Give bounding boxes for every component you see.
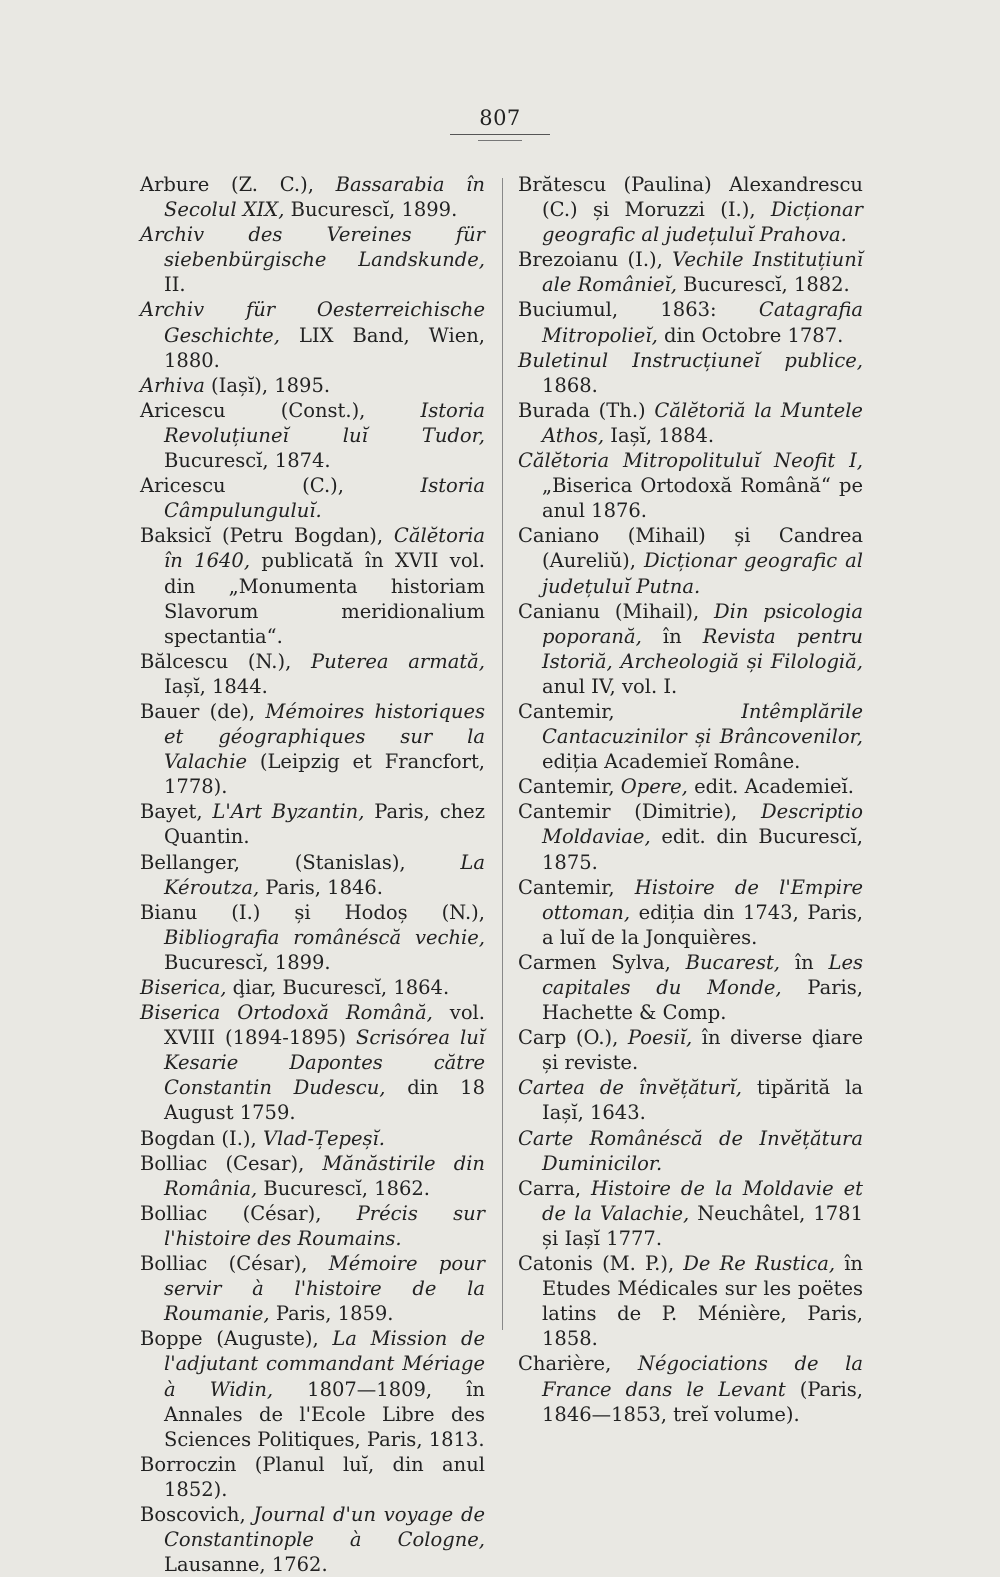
bibliography-entry bbox=[140, 649, 485, 699]
entry-title-italic: Buletinul Instrucțiuneĭ publice, bbox=[518, 348, 863, 372]
bibliography-entry bbox=[518, 1251, 863, 1351]
entry-text: Carra, bbox=[518, 1176, 592, 1200]
entry-text: din 18 August 1759. bbox=[164, 1076, 485, 1125]
entry-text: Bălcescu (N.), bbox=[140, 649, 312, 673]
entry-title-italic: Arhiva bbox=[140, 373, 205, 397]
entry-text: Bogdan (I.), bbox=[140, 1126, 263, 1150]
entry-title-italic: Istoria Revoluțiuneĭ luĭ Tudor, bbox=[164, 398, 485, 447]
entry-text: Iașĭ, 1844. bbox=[164, 674, 268, 698]
bibliography-entry bbox=[518, 247, 863, 297]
bibliography-entry bbox=[140, 975, 485, 1000]
entry-text: Bolliac (César), bbox=[140, 1201, 357, 1225]
entry-title-italic: Archiv für Oesterreichische Geschichte, bbox=[140, 298, 485, 347]
entry-title-italic: La Mission de l'adjutant commandant Mériage à Widin, bbox=[164, 1327, 486, 1401]
bibliography-entry bbox=[518, 398, 863, 448]
bibliography-entry bbox=[518, 297, 863, 347]
entry-text: în Etudes Médicales sur les poëtes latins de P. Ménière, Paris, 1858. bbox=[542, 1252, 863, 1351]
bibliography-entry bbox=[140, 1502, 485, 1577]
entry-text: Bayet, bbox=[140, 800, 213, 824]
entry-text: Brătescu (Paulina) Alexandrescu (C.) și Moruzzi (I.), bbox=[518, 173, 863, 222]
bibliography-entry bbox=[140, 1126, 485, 1151]
bibliography-entry bbox=[518, 774, 863, 799]
page-number: 807 bbox=[479, 106, 521, 130]
entry-title-italic: Revista pentru Istoriă, Archeologiă și Filologiă, bbox=[542, 624, 863, 673]
entry-text: ḑiar, Bucurescĭ, 1864. bbox=[226, 976, 450, 999]
bibliography-entry bbox=[140, 699, 485, 799]
entry-text: Bucurescĭ, 1874. bbox=[164, 449, 331, 473]
bibliography-entry bbox=[140, 1201, 485, 1251]
entry-text: (Leipzig et Francfort, 1778). bbox=[164, 750, 485, 799]
bibliography-entry bbox=[140, 222, 485, 297]
entry-title-italic: Bucarest, bbox=[685, 950, 780, 974]
entry-title-italic: L'Art Byzantin, bbox=[212, 800, 365, 824]
bibliography-entry bbox=[518, 348, 863, 398]
entry-text: Boppe (Auguste), bbox=[140, 1327, 333, 1351]
bibliography-entry bbox=[518, 1351, 863, 1426]
entry-text: 1807—1809, în Annales de l'Ecole Libre des Sciences Politiques, Paris, 1813. bbox=[164, 1377, 485, 1451]
bibliography-entry bbox=[518, 950, 863, 1025]
entry-text: edit. din Bucurescĭ, 1875. bbox=[542, 825, 863, 874]
entry-title-italic: Dicționar geografic al județuluĭ Prahova. bbox=[542, 198, 863, 247]
bibliography-entry bbox=[140, 1151, 485, 1201]
bibliography-entry bbox=[518, 523, 863, 598]
entry-text: „Biserica Ortodoxă Română“ pe anul 1876. bbox=[542, 474, 863, 523]
entry-text: Neuchâtel, 1781 și Iașĭ 1777. bbox=[542, 1201, 863, 1250]
entry-title-italic: Mémoires historiques et géographiques sur la Valachie bbox=[164, 699, 485, 774]
entry-text: Bucurescĭ, 1899. bbox=[284, 198, 458, 222]
entry-title-italic: Descriptio Moldaviae, bbox=[542, 800, 863, 849]
entry-text: Brezoianu (I.), bbox=[518, 248, 673, 272]
bibliography-entry bbox=[140, 398, 485, 473]
entry-title-italic: Précis sur l'histoire des Roumains. bbox=[164, 1201, 485, 1250]
entry-text: Bucurescĭ, 1882. bbox=[676, 273, 850, 297]
entry-title-italic: Biserica, bbox=[140, 976, 227, 999]
entry-text: Baksicĭ (Petru Bogdan), bbox=[140, 524, 394, 548]
entry-title-italic: Bassarabia în Secolul XIX, bbox=[164, 173, 485, 222]
entry-text: Charière, bbox=[518, 1352, 638, 1376]
bibliography-entry bbox=[140, 850, 485, 900]
bibliography-entry bbox=[518, 799, 863, 874]
bibliography-entry bbox=[518, 875, 863, 950]
page-number-rule bbox=[450, 134, 550, 135]
entry-text: Bianu (I.) și Hodoș (N.), bbox=[140, 900, 485, 924]
entry-text: Cantemir, bbox=[518, 875, 635, 899]
entry-text: publicată în XVII vol. din „Monumenta historiam Slavorum meridionalium spectantia“. bbox=[164, 549, 485, 648]
page-number-rule-short bbox=[478, 140, 522, 141]
entry-title-italic: Dicționar geografic al județuluĭ Putna. bbox=[542, 549, 863, 598]
entry-title-italic: Histoire de l'Empire ottoman, bbox=[542, 875, 863, 924]
entry-text: (Iașĭ), 1895. bbox=[204, 373, 331, 397]
entry-title-italic: Vlad-Țepeșĭ. bbox=[262, 1126, 385, 1150]
entry-text: Borroczin (Planul luĭ, din anul 1852). bbox=[140, 1452, 485, 1501]
bibliography-entry bbox=[518, 1126, 863, 1176]
entry-title-italic: Négociations de la France dans le Levant bbox=[542, 1352, 863, 1401]
bibliography-entry bbox=[140, 297, 485, 372]
entry-text: Bolliac (Cesar), bbox=[140, 1151, 323, 1175]
entry-title-italic: Mémoire pour servir à l'histoire de la Roumanie, bbox=[164, 1252, 485, 1326]
bibliography-entry bbox=[140, 1000, 485, 1125]
entry-title-italic: Histoire de la Moldavie et de la Valachie, bbox=[542, 1176, 864, 1225]
entry-text: Aricescu (C.), bbox=[140, 474, 421, 498]
bibliography-entry bbox=[518, 1075, 863, 1125]
entry-text: Cantemir, bbox=[518, 699, 742, 723]
entry-text: Bucurescĭ, 1899. bbox=[164, 950, 331, 974]
entry-text: Carp (O.), bbox=[518, 1026, 628, 1050]
entry-title-italic: Carte Românéscă de Invĕțătura Duminicilor. bbox=[518, 1126, 863, 1175]
entry-text: Boscovich, bbox=[140, 1502, 254, 1526]
bibliography-entry bbox=[140, 799, 485, 849]
entry-title-italic: Catagrafia Mitropolieĭ, bbox=[542, 298, 863, 347]
entry-text: din Octobre 1787. bbox=[657, 323, 844, 347]
entry-text: 1868. bbox=[542, 373, 598, 397]
entry-text: Burada (Th.) bbox=[518, 398, 655, 422]
bibliography-left-column bbox=[140, 172, 485, 1577]
entry-title-italic: De Re Rustica, bbox=[683, 1252, 836, 1276]
entry-text: Iașĭ, 1884. bbox=[604, 423, 715, 447]
entry-title-italic: Cartea de învĕțăturĭ, bbox=[518, 1076, 742, 1100]
bibliography-entry bbox=[140, 1251, 485, 1326]
column-divider bbox=[502, 178, 503, 1330]
entry-text: tipărită la Iașĭ, 1643. bbox=[542, 1076, 863, 1125]
entry-text: Paris, 1859. bbox=[269, 1302, 394, 1326]
entry-title-italic: Puterea armată, bbox=[311, 649, 486, 673]
bibliography-entry bbox=[140, 900, 485, 975]
entry-title-italic: Journal d'un voyage de Constantinople à Cologne, bbox=[164, 1502, 485, 1552]
entry-text: Catonis (M. P.), bbox=[518, 1252, 684, 1276]
bibliography-entry bbox=[518, 599, 863, 699]
bibliography-entry bbox=[140, 473, 485, 523]
entry-text: Aricescu (Const.), bbox=[140, 398, 421, 422]
entry-text: Paris, Hachette & Comp. bbox=[542, 976, 863, 1025]
entry-text: edit. Academieĭ. bbox=[687, 775, 854, 799]
entry-text: Caniano (Mihail) și Candrea (Aureliŭ), bbox=[518, 524, 863, 573]
entry-title-italic: Călĕtoriă la Muntele Athos, bbox=[542, 398, 863, 447]
bibliography-entry bbox=[140, 523, 485, 648]
entry-title-italic: Scrisórea luĭ Kesarie Dapontes către Constantin Dudescu, bbox=[164, 1026, 485, 1100]
entry-text: vol. XVIII (1894-1895) bbox=[164, 1001, 485, 1050]
bibliography-entry bbox=[140, 172, 485, 222]
entry-title-italic: Opere, bbox=[620, 775, 688, 799]
entry-text: Bauer (de), bbox=[140, 699, 266, 723]
entry-title-italic: Vechile Instituțiunĭ ale Românieĭ, bbox=[542, 248, 863, 297]
bibliography-entry bbox=[518, 448, 863, 523]
entry-text: Arbure (Z. C.), bbox=[140, 173, 336, 196]
entry-title-italic: Biserica Ortodoxă Română, bbox=[140, 1001, 433, 1025]
bibliography-entry bbox=[518, 699, 863, 774]
entry-text: Carmen Sylva, bbox=[518, 950, 686, 974]
entry-text: Buciumul, 1863: bbox=[518, 298, 759, 322]
entry-text: Bucurescĭ, 1862. bbox=[257, 1176, 430, 1200]
entry-text: ediția din 1743, Paris, a luĭ de la Jonquières. bbox=[542, 900, 863, 949]
bibliography-entry bbox=[140, 1452, 485, 1502]
entry-text: II. bbox=[164, 273, 186, 297]
entry-title-italic: Poesiĭ, bbox=[627, 1026, 693, 1050]
entry-text: Bellanger, (Stanislas), bbox=[140, 850, 461, 874]
entry-text: Cantemir (Dimitrie), bbox=[518, 800, 762, 824]
entry-text: Paris, chez Quantin. bbox=[164, 800, 485, 849]
entry-title-italic: Archiv des Vereines für siebenbürgische Landskunde, bbox=[140, 223, 485, 272]
entry-text: în bbox=[779, 950, 829, 974]
entry-text: Lausanne, 1762. bbox=[164, 1553, 328, 1577]
entry-text: în diverse ḑiare și reviste. bbox=[542, 1026, 863, 1075]
entry-title-italic: Les capitales du Monde, bbox=[542, 950, 863, 999]
entry-text: anul IV, vol. I. bbox=[542, 674, 678, 698]
entry-text: Paris, 1846. bbox=[259, 875, 383, 899]
entry-text: în bbox=[641, 624, 703, 648]
entry-text: Canianu (Mihail), bbox=[518, 599, 715, 623]
bibliography-entry bbox=[140, 1326, 485, 1451]
entry-text: (Paris, 1846—1853, treĭ volume). bbox=[542, 1377, 863, 1426]
bibliography-right-column bbox=[518, 172, 863, 1427]
entry-title-italic: Bibliografia românéscă vechie, bbox=[164, 925, 485, 949]
entry-title-italic: Intêmplările Cantacuzinilor și Brâncovenilor, bbox=[542, 699, 863, 749]
entry-title-italic: Călĕtoria în 1640, bbox=[164, 524, 485, 573]
entry-text: Bolliac (César), bbox=[140, 1252, 329, 1276]
entry-text: LIX Band, Wien, 1880. bbox=[164, 323, 485, 372]
entry-text: Cantemir, bbox=[518, 775, 621, 799]
entry-title-italic: Istoria Câmpulunguluĭ. bbox=[164, 474, 485, 523]
bibliography-entry bbox=[518, 1176, 863, 1251]
entry-text: ediția Academieĭ Române. bbox=[542, 750, 801, 774]
bibliography-entry bbox=[518, 1025, 863, 1075]
entry-title-italic: Călĕtoria Mitropolituluĭ Neofit I, bbox=[518, 449, 863, 473]
bibliography-entry bbox=[140, 373, 485, 398]
entry-title-italic: Din psicologia poporană, bbox=[542, 599, 863, 648]
entry-title-italic: La Kéroutza, bbox=[164, 850, 485, 899]
bibliography-entry bbox=[518, 172, 863, 247]
entry-title-italic: Mănăstirile din România, bbox=[164, 1151, 485, 1200]
